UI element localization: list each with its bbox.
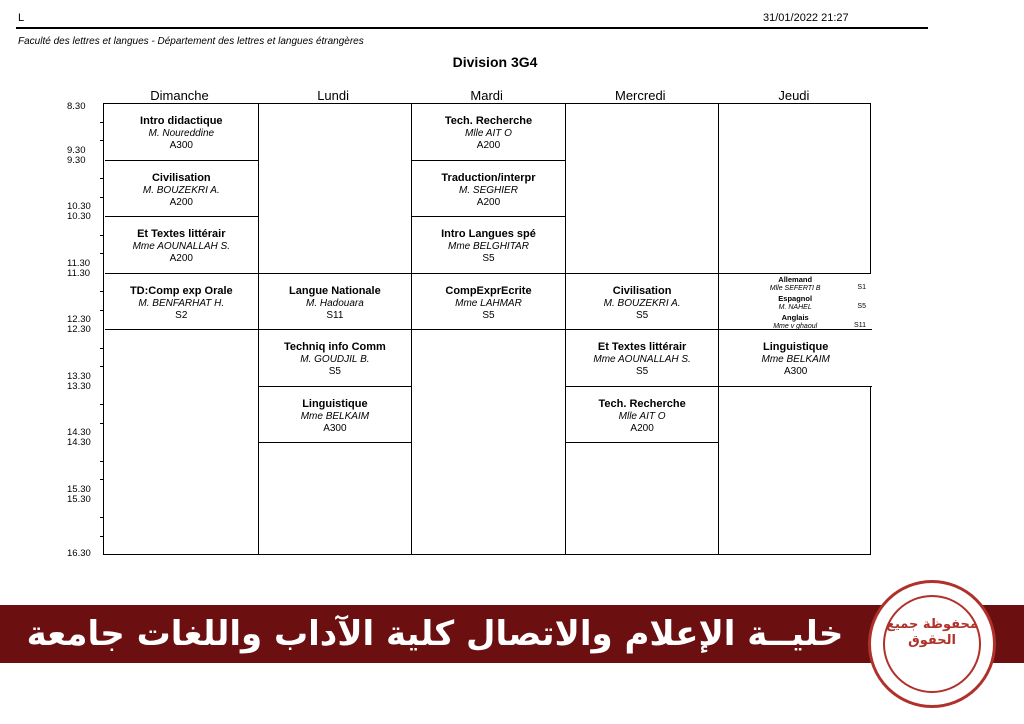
session-room: A300 [323, 422, 347, 434]
time-label: 11.30 [67, 267, 91, 279]
copyright-seal-logo [868, 580, 996, 708]
faculty-subtitle: Faculté des lettres et langues - Département des lettres et langues étrangères [18, 36, 364, 47]
session-subject: Intro Langues spé [441, 228, 536, 240]
session-teacher: M. Noureddine [148, 128, 215, 139]
session-cell-language-groups[interactable] [719, 273, 871, 331]
session-subject: Et Textes littérair [137, 228, 226, 240]
group-teacher: M. NAHEL [778, 303, 812, 311]
session-teacher: M. BENFARHAT H. [138, 297, 225, 309]
session-teacher: Mme BELKAIM [300, 410, 370, 422]
session-subject: Intro didactique [140, 115, 223, 127]
session-room: S2 [175, 309, 188, 321]
group-teacher: Mlle SEFERTI B [769, 284, 821, 292]
session-subject: Tech. Recherche [444, 115, 533, 127]
session-subject: Langue Nationale [289, 284, 381, 297]
timetable-grid [103, 103, 871, 555]
session-teacher: Mme BELGHITAR [448, 241, 529, 252]
time-label: 9.30 [67, 154, 86, 166]
session-teacher: Mme LAHMAR [455, 297, 522, 309]
session-cell[interactable] [719, 329, 872, 387]
session-cell[interactable] [566, 273, 719, 331]
session-cell[interactable] [105, 273, 258, 331]
session-teacher: Mme BELKAIM [761, 354, 830, 365]
session-room: A200 [169, 196, 193, 208]
session-cell[interactable] [259, 329, 412, 387]
session-cell[interactable] [566, 329, 719, 387]
session-room: S5 [482, 253, 495, 264]
time-label: 14.30 [67, 427, 91, 438]
time-label: 13.30 [67, 370, 91, 382]
group-subject: Anglais [781, 312, 809, 322]
day-header-mardi: Mardi [470, 88, 503, 103]
session-cell[interactable] [412, 160, 565, 218]
header-divider [16, 27, 928, 29]
language-group [719, 313, 871, 332]
session-subject: Tech. Recherche [598, 397, 686, 410]
session-cell[interactable] [566, 386, 719, 444]
session-teacher: M. BOUZEKRI A. [142, 184, 220, 196]
footer-banner-text: خليــة الإعلام والاتصال كلية الآداب واللغات جامعة تيارت [26, 614, 844, 702]
session-room: A200 [476, 196, 501, 208]
seal-text: محفوظة جميع الحقوق [886, 617, 978, 648]
group-subject: Espagnol [778, 293, 813, 303]
session-teacher: Mlle AIT O [618, 410, 666, 422]
time-label: 12.30 [67, 324, 91, 335]
language-group [719, 294, 871, 313]
group-room: S11 [854, 321, 866, 329]
page-title: Division 3G4 [452, 54, 538, 70]
session-room: S5 [482, 309, 495, 321]
session-cell[interactable] [259, 386, 412, 444]
session-cell[interactable] [412, 216, 565, 274]
group-room: S1 [857, 283, 866, 291]
session-cell[interactable] [105, 160, 258, 218]
session-teacher: Mme AOUNALLAH S. [593, 354, 691, 365]
session-room: A200 [169, 253, 193, 264]
header-left-label: L [18, 12, 25, 24]
time-label: 9.30 [67, 144, 86, 156]
group-room: S5 [857, 302, 866, 310]
language-group [719, 275, 871, 294]
session-room: A200 [630, 422, 654, 434]
time-label: 10.30 [67, 211, 91, 222]
time-label: 8.30 [67, 101, 86, 112]
session-subject: Linguistique [302, 397, 368, 410]
day-header-dimanche: Dimanche [150, 88, 209, 103]
session-subject: Traduction/interpr [441, 171, 536, 184]
session-room: S5 [328, 366, 341, 377]
session-teacher: M. SEGHIER [459, 184, 518, 196]
session-teacher: M. BOUZEKRI A. [603, 297, 681, 309]
session-cell[interactable] [105, 216, 258, 274]
session-subject: TD:Comp exp Orale [129, 284, 233, 297]
session-teacher: M. Hadouara [305, 297, 364, 309]
group-teacher: Mme v ghaoul [773, 322, 818, 330]
time-label: 12.30 [67, 314, 91, 325]
session-subject: Linguistique [762, 341, 829, 353]
session-subject: Civilisation [612, 284, 672, 297]
group-subject: Allemand [778, 274, 813, 284]
session-room: S5 [635, 366, 649, 377]
session-subject: Et Textes littérair [597, 341, 687, 353]
session-teacher: Mlle AIT O [465, 128, 512, 139]
session-cell[interactable] [105, 103, 258, 161]
session-room: A300 [784, 366, 808, 377]
time-label: 15.30 [67, 483, 91, 495]
time-label: 15.30 [67, 493, 91, 505]
session-room: S5 [635, 309, 649, 321]
session-subject: Techniq info Comm [283, 341, 386, 353]
time-label: 16.30 [67, 548, 91, 559]
session-subject: Civilisation [151, 171, 211, 184]
day-header-jeudi: Jeudi [778, 88, 810, 103]
time-label: 14.30 [67, 437, 91, 448]
day-header-lundi: Lundi [317, 88, 349, 103]
time-label: 13.30 [67, 380, 91, 392]
header-datetime: 31/01/2022 21:27 [763, 12, 849, 24]
session-room: S11 [326, 309, 344, 321]
session-subject: CompExprEcrite [445, 284, 532, 297]
session-cell[interactable] [412, 273, 565, 331]
session-room: A200 [476, 140, 501, 151]
day-header-mercredi: Mercredi [615, 88, 666, 103]
session-teacher: M. GOUDJIL B. [300, 354, 370, 365]
session-teacher: Mme AOUNALLAH S. [132, 241, 231, 252]
session-cell[interactable] [412, 103, 565, 161]
time-label: 10.30 [67, 201, 91, 212]
session-room: A300 [169, 140, 193, 151]
time-label: 11.30 [67, 257, 91, 269]
session-cell[interactable] [259, 273, 412, 331]
